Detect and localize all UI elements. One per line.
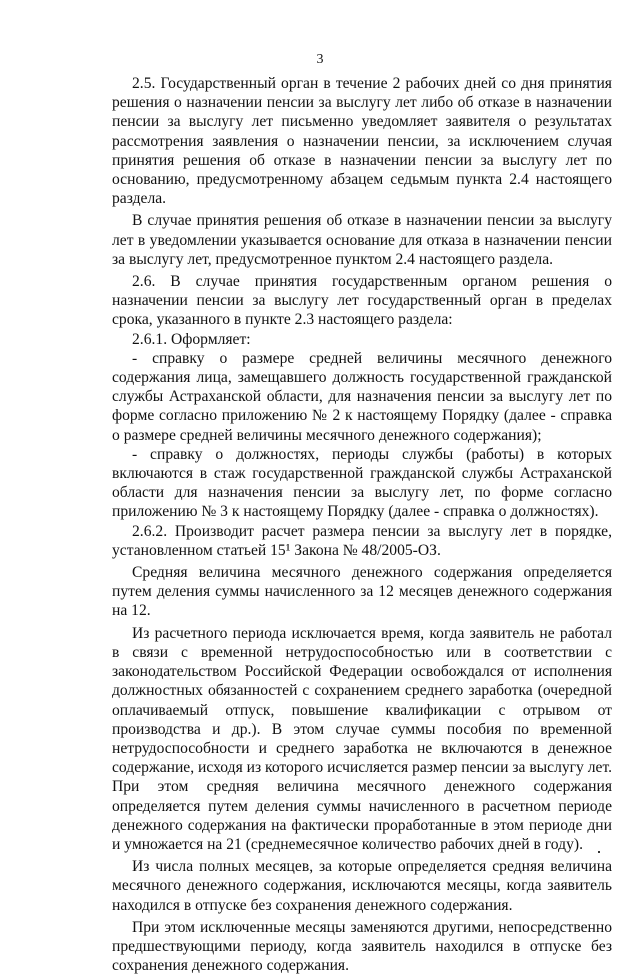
- paragraph-excluded-months: Из числа полных месяцев, за которые определяется средняя величина месячного денежного содержания, исключаются месяцы, когда заявитель находился в отпуске без сохранения денежного содержания.: [112, 858, 612, 914]
- paragraph-average-salary: Средняя величина месячного денежного содержания определяется путем деления суммы начисленного за 12 месяцев денежного содержания на 12.: [112, 564, 612, 620]
- page-number: 3: [316, 52, 324, 67]
- paragraph-salary-certificate: - справку о размере средней величины месячного денежного содержания лица, замещавшего должность государственной гражданской службы Астраханской области, для назначения пенсии за выслугу лет по форме согласно приложению № 2 к настоящему Порядку (далее - справка о размере средней величины месячного денежного содержания);: [112, 349, 612, 444]
- paragraph-2-6-1: 2.6.1. Оформляет:: [132, 330, 251, 348]
- paragraph-replacement-months: При этом исключенные месяцы заменяются другими, непосредственно предшествующими периоду, когда заявитель находился в отпуске без сохранения денежного содержания.: [112, 918, 612, 975]
- paragraph-2-5: 2.5. Государственный орган в течение 2 рабочих дней со дня принятия решения о назначении пенсии за выслугу лет либо об отказе в назначении пенсии за выслугу лет письменно уведомляет заявителя о результатах рассмотрения заявления о назначении пенсии, за исключением случая принятия решения об отказе в назначении пенсии за выслугу лет по основанию, предусмотренному абзацем седьмым пункта 2.4 настоящего раздела.: [112, 75, 612, 208]
- document-body: [112, 74, 612, 978]
- paragraph-2-6-2: 2.6.2. Производит расчет размера пенсии за выслугу лет в порядке, установленном статьей 15¹ Закона № 48/2005-ОЗ.: [112, 522, 612, 559]
- paragraph-refusal-notice: В случае принятия решения об отказе в назначении пенсии за выслугу лет в уведомлении указывается основание для отказа в назначении пенсии за выслугу лет, предусмотренное пунктом 2.4 настоящего раздела.: [112, 212, 612, 268]
- paragraph-excluded-time: Из расчетного периода исключается время, когда заявитель не работал в связи с временной нетрудоспособностью или в соответствии с законодательством Российской Федерации освобождался от исполнения должностных обязанностей с сохранением среднего заработка (очередной оплачиваемый отпуск, повышение квалификации с отрывом от производства и др.). В этом случае суммы пособия по временной нетрудоспособности и среднего заработка не включаются в денежное содержание, исходя из которого исчисляется размер пенсии за выслугу лет. При этом средняя величина месячного денежного содержания определяется путем деления суммы начисленного в расчетном периоде денежного содержания на фактически проработанные в этом периоде дни и умножается на 21 (среднемесячное количество рабочих дней в году).: [112, 624, 612, 853]
- paragraph-2-6: 2.6. В случае принятия государственным органом решения о назначении пенсии за выслугу лет государственный орган в пределах срока, указанного в пункте 2.3 настоящего раздела:: [112, 273, 612, 329]
- scan-speck: [598, 851, 600, 853]
- paragraph-positions-certificate: - справку о должностях, периоды службы (работы) в которых включаются в стаж государственной гражданской службы Астраханской области для назначения пенсии за выслугу лет, по форме согласно приложению № 3 к настоящему Порядку (далее - справка о должностях).: [112, 445, 612, 521]
